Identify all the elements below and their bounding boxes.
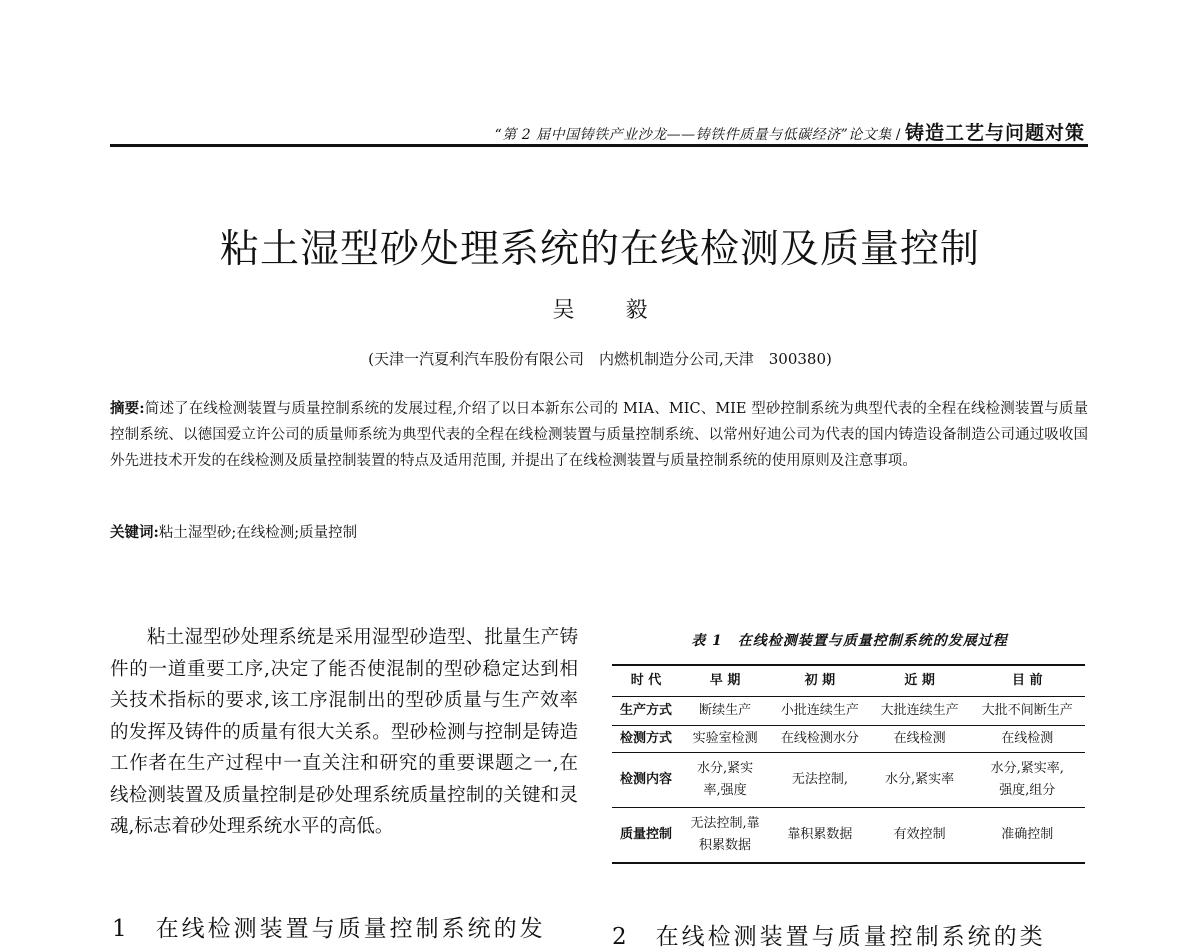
table-cell: 水分,紧实率 [885,772,955,787]
table-header-row [612,665,1085,697]
table-cell: 准确控制 [1001,827,1054,842]
running-head-series: “第 2 届中国铸铁产业沙龙——铸铁件质量与低碳经济”论文集 [494,127,892,143]
table-row-label: 检测内容 [620,772,673,787]
table-header-cell: 时 代 [612,665,680,697]
table-header-cell: 近 期 [870,665,970,697]
table-cell: 靠积累数据 [787,827,853,842]
table-caption: 表 1 在线检测装置与质量控制系统的发展过程 [691,633,1008,649]
section-2-heading: 2 在线检测装置与质量控制系统的类 [612,924,1046,950]
table-row [612,808,1085,864]
table-cell [680,753,770,808]
table-cell-text: 水分,紧实率,强度,组分 [990,761,1064,798]
table-cell: 无法控制, [791,772,848,787]
table-row-label: 生产方式 [620,703,673,718]
table-row-label: 质量控制 [620,827,673,842]
table-cell: 有效控制 [893,827,946,842]
table-cell-text: 无法控制,靠积累数据 [690,816,760,853]
table-cell: 小批连续生产 [780,703,859,718]
table-row-label: 检测方式 [620,731,673,746]
header-rule [110,144,1088,147]
keywords [110,520,1088,546]
table-cell: 实验室检测 [692,731,758,746]
abstract-text: 简述了在线检测装置与质量控制系统的发展过程,介绍了以日本新东公司的 MIA、MIC、MIE 型砂控制系统为典型代表的全程在线检测装置与质量控制系统、以德国爱立许公司的质量师系统为典型代表的全程在线检测装置与质量控制系统、以常州好迪公司为代表的国内铸造设备制造公司通过吸收国外先进技术开发的在线检测及质量控制装置的特点及适用范围, 并提出了在线检测装置与质量控制系统的使用原则及注意事项。 [110,401,1088,469]
table-header-cell: 初 期 [770,665,870,697]
body-column-left [110,622,578,843]
abstract [110,396,1088,474]
table-cell: 在线检测 [893,731,946,746]
table-cell: 大批不间断生产 [981,703,1073,718]
table-row [612,753,1085,808]
table-cell: 在线检测水分 [780,731,859,746]
keywords-label: 关键词: [110,524,159,541]
keywords-text: 粘土湿型砂;在线检测;质量控制 [158,525,358,541]
table-row [612,726,1085,753]
table-cell [680,808,770,864]
running-head-section: 铸造工艺与问题对策 [904,122,1085,144]
table-cell-text: 水分,紧实率,强度 [696,761,754,798]
table-cell: 大批连续生产 [880,703,959,718]
abstract-label: 摘要: [110,400,145,417]
running-head-separator: / [895,127,901,143]
table-header-cell: 早 期 [680,665,770,697]
table-row [612,697,1085,726]
table-header-cell: 目 前 [969,665,1085,697]
development-table [612,664,1085,864]
running-head [110,118,1085,144]
intro-paragraph: 粘土湿型砂处理系统是采用湿型砂造型、批量生产铸件的一道重要工序,决定了能否使混制的型砂稳定达到相关技术指标的要求,该工序混制出的型砂质量与生产效率的发挥及铸件的质量有很大关系。型砂检测与控制是铸造工作者在生产过程中一直关注和研究的重要课题之一,在线检测装置及质量控制是砂处理系统质量控制的关键和灵魂,标志着砂处理系统水平的高低。 [110,627,578,837]
table-cell: 断续生产 [699,703,752,718]
table-cell [969,753,1085,808]
section-1-heading: 1 在线检测装置与质量控制系统的发 [112,916,546,942]
author-affiliation: (天津一汽夏利汽车股份有限公司 内燃机制造分公司,天津 300380) [368,350,832,368]
paper-title: 粘土湿型砂处理系统的在线检测及质量控制 [219,227,980,272]
table-cell: 在线检测 [1001,731,1054,746]
author-name: 吴 毅 [552,298,670,323]
